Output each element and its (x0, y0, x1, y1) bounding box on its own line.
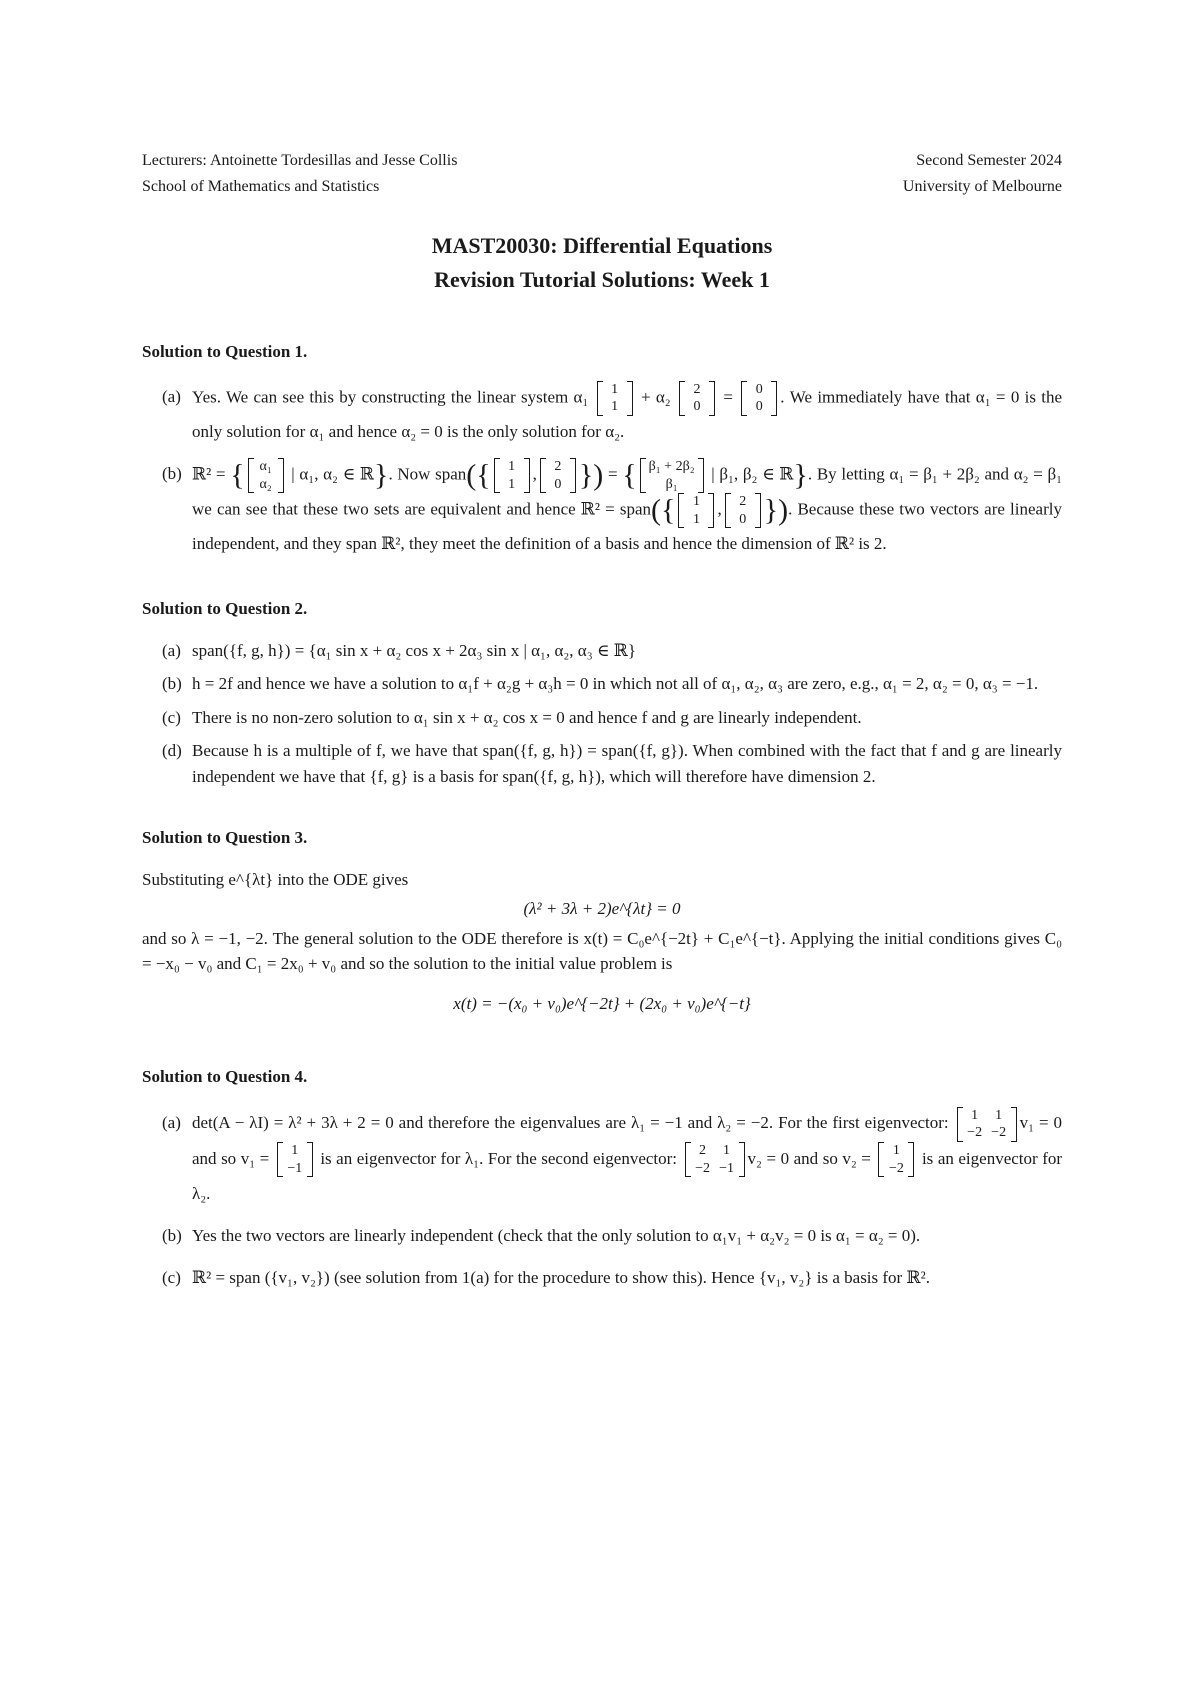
vector: 2 0 (679, 381, 715, 416)
q4-part-c: (c) ℝ² = span ({v₁, v₂}) (see solution from 1(a) for the procedure to show this). Hence {v₁, v₂} is a basis for ℝ². (162, 1261, 1062, 1295)
q1-part-a: (a) Yes. We can see this by constructing the linear system α₁ 1 1 + α₂ 2 0 = 0 0 . We immediately have that α₁ = 0 is the only solution for α₁ and hence α₂ = 0 is the only solution for α₂. (162, 381, 1062, 448)
part-label: (a) (162, 386, 181, 406)
part-label: (a) (162, 1112, 181, 1132)
q2-heading: Solution to Question 2. (142, 599, 308, 619)
q1-part-b: (b) ℝ² = { α₁ α₂ | α₁, α₂ ∈ ℝ}. Now span({ 1 1 , 2 0 }) = { β₁ + 2β₂ β₁ | β₁, β₂ ∈ ℝ}. By letting α₁ = β₁ + 2β₂ and α₂ = β₁ we can see that these two sets are equivalent and hence ℝ² = span({ 1 1 , 2 0 }). Because these two vectors are linearly independent, and they span ℝ², they meet the definition of a basis and hence the dimension of ℝ² is 2. (162, 458, 1062, 560)
q4-part-b: (b) Yes the two vectors are linearly independent (check that the only solution to α₁v₁ + α₂v₂ = 0 is α₁ = α₂ = 0). (162, 1219, 1062, 1253)
q2-part-c: (c) There is no non-zero solution to α₁ sin x + α₂ cos x = 0 and hence f and g are linearly independent. (162, 705, 1062, 731)
school-line: School of Mathematics and Statistics (142, 177, 380, 195)
lecturers-line: Lecturers: Antoinette Tordesillas and Jesse Collis (142, 152, 458, 169)
vector: 0 0 (741, 381, 777, 416)
vector: 2 0 (725, 493, 761, 528)
course-title: MAST20030: Differential Equations (431, 233, 773, 259)
document-title (142, 229, 1062, 297)
q2-part-a: (a) span({f, g, h}) = {α₁ sin x + α₂ cos x + 2α₃ sin x | α₁, α₂, α₃ ∈ ℝ} (162, 638, 1062, 664)
part-label: (c) (162, 1268, 181, 1288)
q4-body (142, 1106, 1062, 1295)
q3-equation-2: x(t) = −(x₀ + v₀)e^{−2t} + (2x₀ + v₀)e^{−t} (453, 993, 751, 1013)
part-label: (a) (162, 640, 181, 660)
part-label: (b) (162, 464, 182, 484)
matrix: 1 1 −2 −2 (957, 1107, 1017, 1142)
matrix: 2 1 −2 −1 (685, 1142, 745, 1177)
part-label: (c) (162, 707, 181, 727)
q2-part-d: (d) Because h is a multiple of f, we have that span({f, g, h}) = span({f, g}). When combined with the fact that f and g are linearly independent we have that {f, g} is a basis for span({f, g, h}), which will therefore have dimension 2. (162, 738, 1062, 789)
vector: 1 −2 (878, 1142, 914, 1177)
part-label: (b) (162, 1226, 182, 1246)
q4-heading: Solution to Question 4. (142, 1067, 308, 1087)
document-page (142, 148, 1062, 1303)
part-label: (d) (162, 741, 182, 761)
part-label: (b) (162, 674, 182, 694)
q3-intro: Substituting e^{λt} into the ODE gives (142, 869, 409, 889)
q2-body (142, 638, 1062, 790)
semester-line: Second Semester 2024 (916, 152, 1062, 169)
vector: 1 1 (597, 381, 633, 416)
q1-body (142, 381, 1062, 561)
tutorial-title: Revision Tutorial Solutions: Week 1 (434, 267, 770, 293)
q3-body (142, 867, 1062, 1017)
header-right (903, 148, 1062, 199)
document-header (142, 148, 1062, 199)
q1-heading: Solution to Question 1. (142, 342, 308, 362)
vector: β₁ + 2β₂ β₁ (640, 458, 704, 493)
header-left (142, 148, 457, 199)
vector: 1 1 (678, 493, 714, 528)
university-line: University of Melbourne (902, 177, 1062, 195)
vector: α₁ α₂ (248, 458, 284, 493)
vector: 1 −1 (277, 1142, 313, 1177)
vector: 2 0 (540, 458, 576, 493)
vector: 1 1 (494, 458, 530, 493)
q2-part-b: (b) h = 2f and hence we have a solution to α₁f + α₂g + α₃h = 0 in which not all of α₁, α₂, α₃ are zero, e.g., α₁ = 2, α₂ = 0, α₃ = −1. (162, 671, 1062, 697)
q4-part-a: (a) det(A − λI) = λ² + 3λ + 2 = 0 and therefore the eigenvalues are λ₁ = −1 and λ₂ = −2. For the first eigenvector: 1 1 −2 −2 v₁ = 0 and so v₁ = 1 −1 is an eigenvector for λ₁. For the second eigenvector: 2 1 −2 −1 v₂ = 0 and so v₂ = 1 −2 is an eigenvector for λ₂. (162, 1106, 1062, 1211)
q3-paragraph: and so λ = −1, −2. The general solution to the ODE therefore is x(t) = C₀e^{−2t} + C₁e^{−t}. Applying the initial conditions gives C₀ = −x₀ − v₀ and C₁ = 2x₀ + v₀ and so the solution to the initial value problem is (142, 928, 1062, 974)
q3-heading: Solution to Question 3. (142, 828, 308, 848)
q3-equation-1: (λ² + 3λ + 2)e^{λt} = 0 (523, 899, 681, 919)
